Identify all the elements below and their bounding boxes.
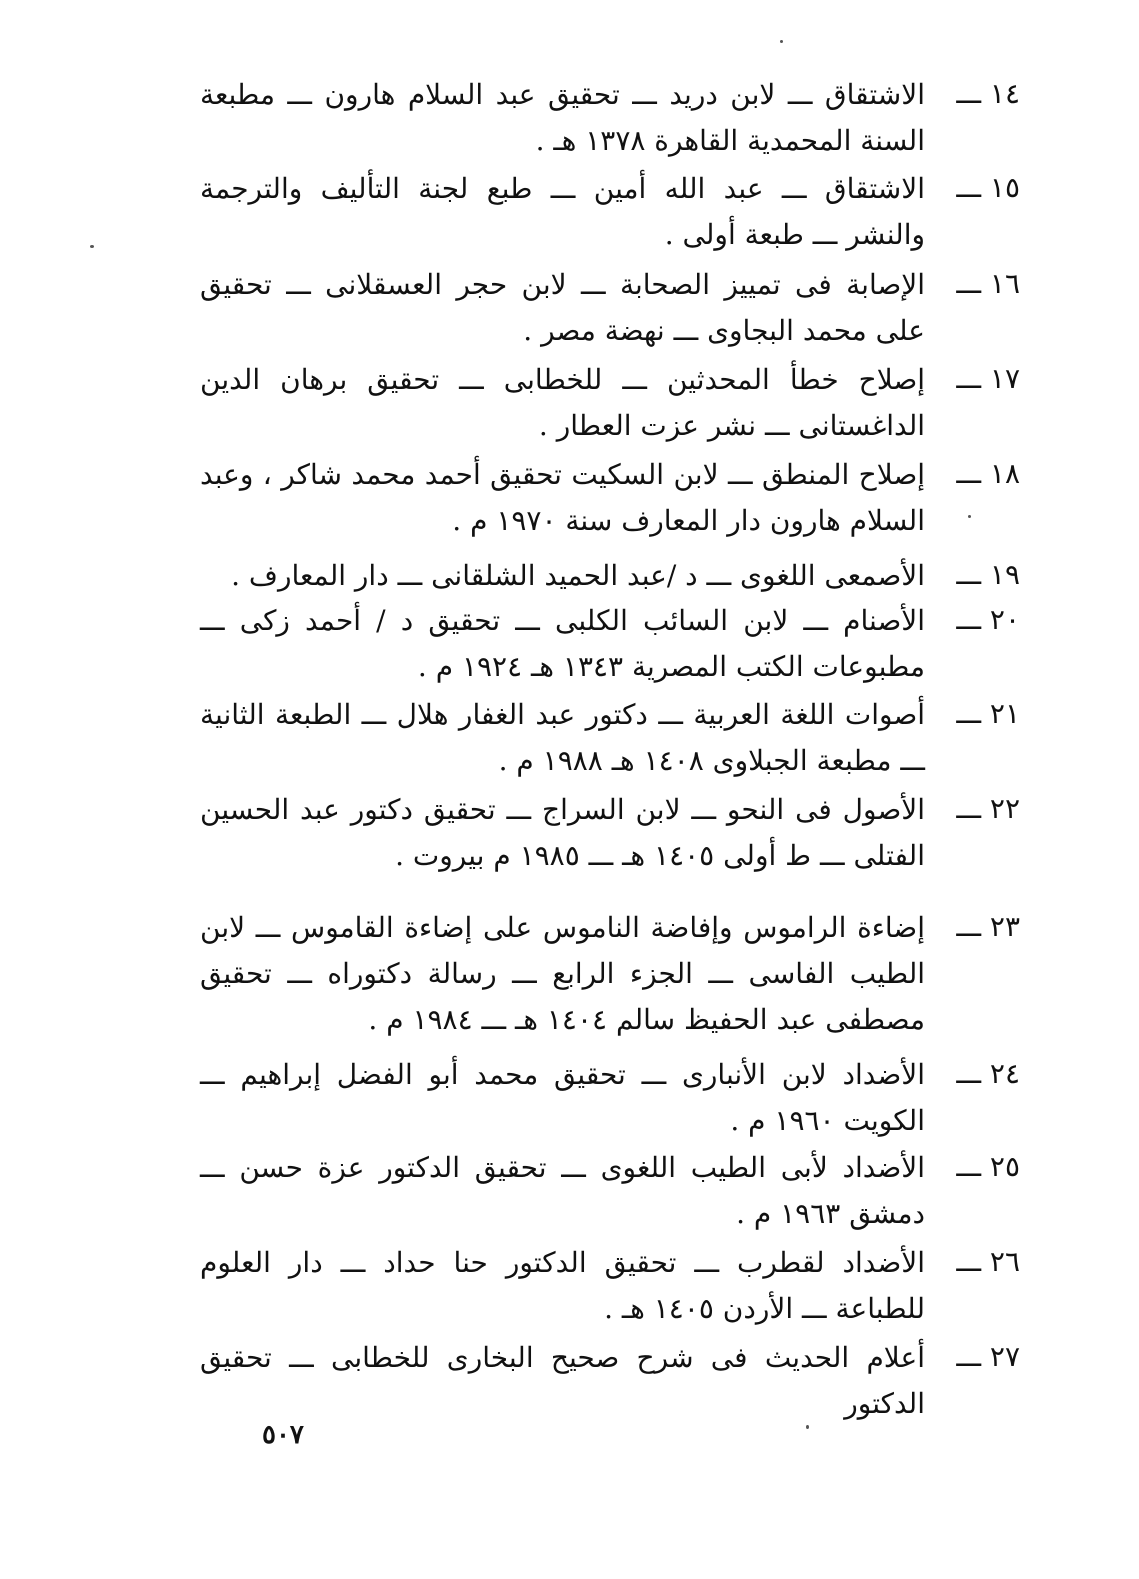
- bibliography-entry-27: [200, 1335, 1020, 1427]
- bibliography-entry-17: [200, 357, 1020, 449]
- entry-number: ١٤ ـــ: [956, 77, 1020, 110]
- scan-speck: [90, 245, 94, 248]
- bibliography-entry-14: [200, 72, 1020, 164]
- bibliography-entry-21: [200, 692, 1020, 784]
- entry-text: إصلاح خطأ المحدثين ـــ للخطابى ـــ تحقيق برهان الدين الداغستانى ـــ نشر عزت العطار .: [200, 363, 925, 442]
- entry-text: أصوات اللغة العربية ـــ دكتور عبد الغفار هلال ـــ الطبعة الثانية ـــ مطبعة الجبلاوى ١٤٠٨ هـ ١٩٨٨ م .: [200, 698, 925, 777]
- entry-text: إضاءة الراموس وإفاضة الناموس على إضاءة القاموس ـــ لابن الطيب الفاسى ـــ الجزء الرابع ـــ رسالة دكتوراه ـــ تحقيق مصطفى عبد الحفيظ سالم ١٤٠٤ هـ ـــ ١٩٨٤ م .: [200, 911, 926, 1036]
- scan-speck: [806, 1425, 809, 1429]
- bibliography-entry-19: [200, 553, 1020, 599]
- entry-text: الأضداد لابن الأنبارى ـــ تحقيق محمد أبو الفضل إبراهيم ـــ الكويت ١٩٦٠ م .: [200, 1058, 925, 1137]
- bibliography-entry-20: [200, 598, 1020, 690]
- entry-text: الاشتقاق ـــ عبد الله أمين ـــ طبع لجنة التأليف والترجمة والنشر ـــ طبعة أولى .: [200, 172, 925, 251]
- entry-number: ١٦ ـــ: [956, 267, 1020, 300]
- entry-number: ٢٤ ـــ: [956, 1057, 1020, 1090]
- entry-text: الأصمعى اللغوى ـــ د /عبد الحميد الشلقانى ـــ دار المعارف .: [231, 559, 925, 592]
- entry-number: ٢٦ ـــ: [956, 1245, 1020, 1278]
- bibliography-entry-22: [200, 787, 1020, 879]
- entry-text: الأضداد لأبى الطيب اللغوى ـــ تحقيق الدكتور عزة حسن ـــ دمشق ١٩٦٣ م .: [200, 1151, 925, 1230]
- entry-text: الأضداد لقطرب ـــ تحقيق الدكتور حنا حداد ـــ دار العلوم للطباعة ـــ الأردن ١٤٠٥ هـ .: [200, 1246, 925, 1325]
- entry-text: الأصنام ـــ لابن السائب الكلبى ـــ تحقيق د / أحمد زكى ـــ مطبوعات الكتب المصرية ١٣٤٣ هـ ١٩٢٤ م .: [200, 604, 925, 683]
- bibliography-entry-18: [200, 452, 1020, 544]
- scan-speck: [780, 40, 783, 43]
- entry-number: ١٥ ـــ: [956, 171, 1020, 204]
- bibliography-entry-25: [200, 1145, 1020, 1237]
- page-number: ٥٠٧: [262, 1420, 304, 1450]
- entry-number: ١٩ ـــ: [956, 558, 1020, 591]
- bibliography-entry-26: [200, 1240, 1020, 1332]
- entry-text: أعلام الحديث فى شرح صحيح البخارى للخطابى ـــ تحقيق الدكتور: [200, 1341, 925, 1420]
- bibliography-entry-23: [200, 905, 1020, 1043]
- bibliography-entry-16: [200, 262, 1020, 354]
- entry-text: الإصابة فى تمييز الصحابة ـــ لابن حجر العسقلانى ـــ تحقيق على محمد البجاوى ـــ نهضة مصر .: [200, 268, 925, 347]
- scan-speck: [968, 515, 971, 518]
- entry-number: ٢٥ ـــ: [956, 1150, 1020, 1183]
- entry-number: ٢٣ ـــ: [956, 910, 1020, 943]
- bibliography-entry-24: [200, 1052, 1020, 1144]
- entry-text: إصلاح المنطق ـــ لابن السكيت تحقيق أحمد محمد شاكر ، وعبد السلام هارون دار المعارف سنة ١٩٧٠ م .: [200, 458, 925, 537]
- entry-text: الأصول فى النحو ـــ لابن السراج ـــ تحقيق دكتور عبد الحسين الفتلى ـــ ط أولى ١٤٠٥ هـ ـــ ١٩٨٥ م بيروت .: [200, 793, 925, 872]
- bibliography-entry-15: [200, 166, 1020, 258]
- entry-number: ١٧ ـــ: [956, 362, 1020, 395]
- entry-number: ٢٠ ـــ: [956, 603, 1020, 636]
- entry-number: ٢١ ـــ: [956, 697, 1020, 730]
- entry-number: ٢٢ ـــ: [956, 792, 1020, 825]
- entry-number: ١٨ ـــ: [956, 457, 1020, 490]
- entry-text: الاشتقاق ـــ لابن دريد ـــ تحقيق عبد السلام هارون ـــ مطبعة السنة المحمدية القاهرة ١٣٧٨ هـ .: [200, 78, 925, 157]
- entry-number: ٢٧ ـــ: [956, 1340, 1020, 1373]
